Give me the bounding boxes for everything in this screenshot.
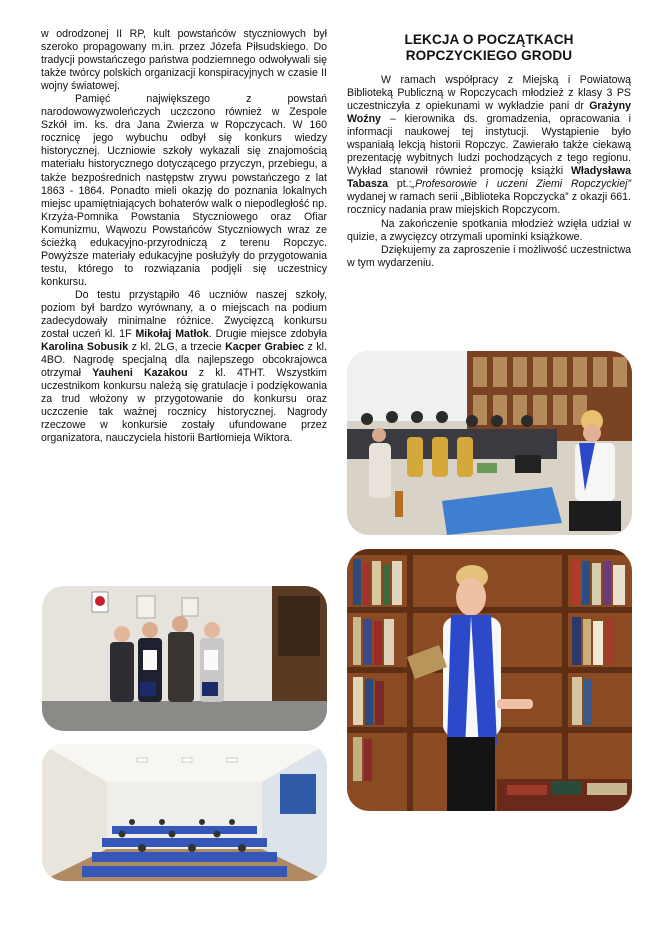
- right-paragraph-2: Na zakończenie spotkania młodzież wzięła udział w quizie, a zwycięzcy otrzymali upominki książkowe.: [347, 217, 631, 243]
- author-name: Władysława Tabasza: [347, 165, 631, 191]
- photo-award-winners: [42, 586, 327, 731]
- left-paragraph-2: Pamięć największego z powstań narodowowyzwoleńczych uczczono również w Zespole Szkół im. ks. dra Jana Zwierza w Ropczycach. W 160 rocznicę jego wybuchu odbył się konkurs wiedzy historycznej. Uczniowie szkoły wykazali się znajomością materiału historycznego dotyczącego przyczyn, przebiegu, a także bezpośrednich następstw zrywu powstańczego z lat 1863 - 1864. Ponadto mieli okazję do poznania lokalnych miejsc upamiętniających bohaterów walk o niepodległość np. Krzyża-Pomnika Powstania Styczniowego oraz Ofiar Komunizmu, Wąwozu Powstańców Styczniowych wraz ze ścieżką edukacyjno-przyrodniczą z terenu Ropczyc. Powyższe materiały edukacyjne posłużyły do przygotowania testu, którego to rozwiązania podjęli się uczestnicy konkursu.: [41, 93, 327, 288]
- winner-name: Mikołaj Matłok: [135, 328, 209, 341]
- photo-librarian-with-book: [347, 549, 632, 811]
- second-place-name: Karolina Sobusik: [41, 341, 129, 354]
- text-run: z kl. 4THT. Wszystkim uczestnikom konkursu należą się gratulacje i podziękowania za trud włożony w przygotowanie do konkursu oraz uczczenie tak ważnej rocznicy historycznej. Nagrody rzeczowe w konkursie zostały ufundowane przez organizatora, nauczyciela historii Bartłomieja Wiktora.: [41, 367, 327, 445]
- text-run: z kl. 4BO. Nagrodę specjalną dla najlepszego obcokrajowca otrzymał: [41, 341, 327, 380]
- right-paragraph-1: [347, 74, 631, 218]
- text-run: W ramach współpracy z Miejską i Powiatową Biblioteką Publiczną w Ropczycach młodzież z klasy 3 PS uczestniczyła z opiekunami w wykładzie pani dr: [347, 74, 631, 113]
- article-heading: [347, 32, 631, 64]
- text-run: wydanej w ramach serii „Biblioteka Ropczycka” z okazji 661. rocznicy nadania praw miejskich Ropczycom.: [347, 191, 631, 217]
- text-run: – kierownika ds. gromadzenia, opracowania i informacji naukowej tej instytucji. Wystąpienie było wspaniałą lekcją historii Ropczyc. Zawierało także ciekawą prezentację wybitnych ludzi pochodzących z tego regionu. Wykład stanowił również promocję książki: [347, 113, 631, 178]
- right-article-column: [347, 28, 631, 270]
- photo-classroom: [42, 744, 327, 881]
- book-title: „Profesorowie i uczeni Ziemi Ropczyckiej”: [411, 178, 631, 191]
- heading-line-1: LEKCJA O POCZĄTKACH: [404, 32, 574, 47]
- left-paragraph-1: w odrodzonej II RP, kult powstańców styczniowych był szeroko propagowany m.in. przez Józefa Piłsudskiego. Do tradycji powstańczego państwa podziemnego odwoływali się także twórcy polskich organizacji konspiracyjnych w czasie II wojny światowej.: [41, 28, 327, 93]
- heading-line-2: ROPCZYCKIEGO GRODU: [405, 48, 573, 63]
- text-run: . Drugie miejsce zdobyła: [208, 328, 327, 341]
- text-run: z kl. 2LG, a trzecie: [128, 341, 226, 354]
- third-place-name: Kacper Grabiec: [225, 341, 305, 354]
- text-run: Do testu przystąpiło 46 uczniów naszej szkoły, poziom był bardzo wyrównany, a o miejscach na podium zadecydowały minimalne różnice. Zwycięzcą konkursu został uczeń kl. 1F: [41, 288, 327, 341]
- lecturer-name: Grażyny Woźny: [347, 100, 631, 126]
- left-paragraph-3: [41, 289, 327, 446]
- left-article-column: [41, 28, 327, 446]
- special-award-name: Yauheni Kazakou: [92, 367, 188, 380]
- right-paragraph-3: Dziękujemy za zaproszenie i możliwość uczestnictwa w tym wydarzeniu.: [347, 243, 631, 269]
- text-run: pt.:: [388, 178, 412, 191]
- photo-library-lecture: [347, 351, 632, 535]
